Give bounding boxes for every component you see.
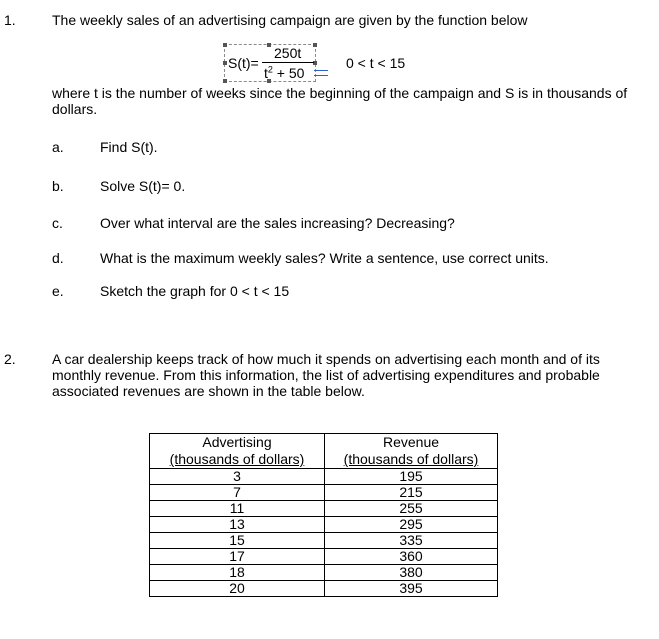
equation-cursor-marker (314, 70, 328, 76)
table-row (150, 581, 498, 597)
header-advertising (150, 434, 325, 469)
denominator-base: t (264, 65, 268, 81)
cell-advertising: 15 (150, 533, 325, 549)
cell-advertising: 3 (150, 469, 325, 485)
denominator-rest: + 50 (276, 65, 305, 81)
cell-revenue: 255 (325, 501, 498, 517)
part-e-label: e. (52, 283, 64, 299)
cell-advertising: 11 (150, 501, 325, 517)
part-b-label: b. (52, 178, 64, 194)
cell-revenue: 335 (325, 533, 498, 549)
problem-2-number: 2. (4, 351, 16, 367)
cell-advertising: 17 (150, 549, 325, 565)
header-revenue (325, 434, 498, 469)
cell-advertising: 18 (150, 565, 325, 581)
table-row (150, 517, 498, 533)
equation-numerator: 250t (274, 45, 302, 61)
table-row (150, 485, 498, 501)
cell-advertising: 7 (150, 485, 325, 501)
problem-1-number: 1. (4, 12, 16, 28)
cell-revenue: 215 (325, 485, 498, 501)
cell-revenue: 360 (325, 549, 498, 565)
cell-advertising: 20 (150, 581, 325, 597)
part-b-text: Solve S(t)= 0. (100, 178, 186, 194)
table-row (150, 501, 498, 517)
part-d-label: d. (52, 250, 64, 266)
part-c-text: Over what interval are the sales increasing? Decreasing? (100, 215, 455, 231)
table-row (150, 549, 498, 565)
denominator-exponent: 2 (267, 64, 273, 75)
part-d-text: What is the maximum weekly sales? Write a sentence, use correct units. (100, 250, 549, 266)
cell-revenue: 295 (325, 517, 498, 533)
equation-denominator (264, 65, 304, 81)
problem-1-intro: The weekly sales of an advertising campaign are given by the function below (52, 12, 528, 28)
part-a-label: a. (52, 139, 64, 155)
table-row (150, 533, 498, 549)
equation-lhs: S(t)= (228, 55, 259, 71)
part-a-text: Find S(t). (100, 139, 158, 155)
header-advertising-line1: Advertising (202, 434, 272, 450)
header-advertising-line2: (thousands of dollars) (169, 451, 305, 467)
cell-revenue: 380 (325, 565, 498, 581)
header-revenue-line2: (thousands of dollars) (343, 451, 479, 467)
table-row (150, 469, 498, 485)
equation-domain: 0 < t < 15 (346, 55, 406, 71)
problem-2-intro: A car dealership keeps track of how much it spends on advertising each month and of its monthly revenue. From this information, the list of advertising expenditures and probable associated revenues are shown in the table below. (52, 351, 600, 399)
part-e-text: Sketch the graph for 0 < t < 15 (100, 283, 290, 299)
fraction-bar (262, 62, 314, 63)
cell-advertising: 13 (150, 517, 325, 533)
problem-1-where-text: where t is the number of weeks since the beginning of the campaign and S is in thousands of dollars. (52, 85, 628, 117)
header-revenue-line1: Revenue (382, 434, 440, 450)
advertising-revenue-table (149, 433, 498, 597)
part-c-label: c. (52, 215, 63, 231)
table-row (150, 565, 498, 581)
cell-revenue: 195 (325, 469, 498, 485)
table-header-row (150, 434, 498, 469)
cell-revenue: 395 (325, 581, 498, 597)
